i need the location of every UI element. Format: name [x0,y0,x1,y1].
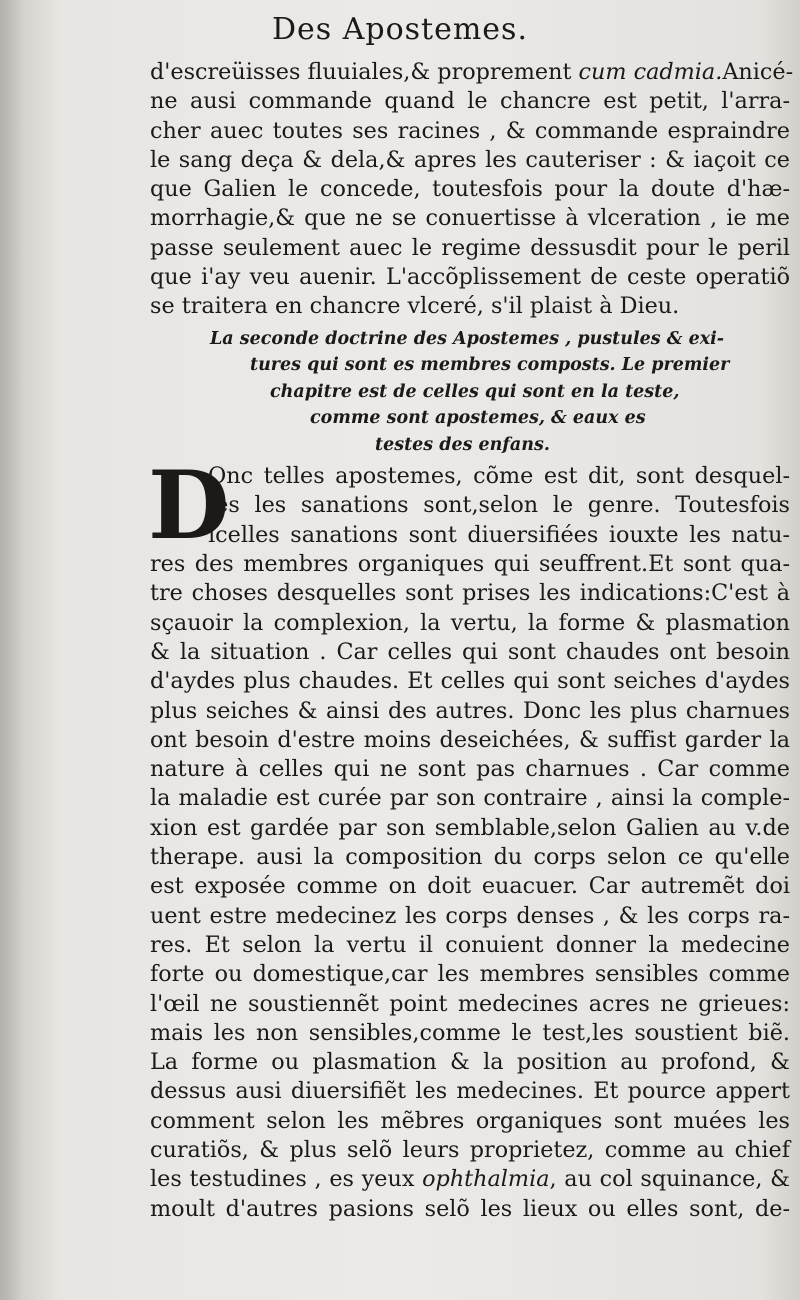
text-line: nature à celles qui ne sont pas charnues . Car comme [150,756,790,783]
text-line: plus seiches & ainsi des autres. Donc les plus charnues [150,697,790,724]
paragraph-opening [148,451,790,562]
text-line: le sang deça & dela,& apres les cauteriser : & iaçoit ce [150,146,790,173]
text-line: uent estre medecinez les corps denses , & les corps ra- [150,902,790,929]
text-line: cher auec toutes ses racines , & commande espraindre [150,117,790,144]
page-shadow [0,0,22,1300]
text-line: res. Et selon la vertu il conuient donner la medecine [150,931,790,958]
text-line: & la situation . Car celles qui sont chaudes ont besoin [150,638,790,665]
running-head: Des Apostemes. [271,12,528,47]
text-line: d'escreüisses fluuiales,& proprement cum cadmia.Anicé- [150,59,794,85]
text-line: est exposée comme on doit euacuer. Car autremẽt doi [150,873,790,900]
text-line: moult d'autres pasions selõ les lieux ou elles sont, de- [150,1195,790,1222]
text-line: passe seulement auec le regime dessusdit pour le peril [150,234,790,261]
text-line: La forme ou plasmation & la position au profond, & [150,1049,790,1076]
text-line: xion est gardée par son semblable,selon Galien au v.de [150,814,790,841]
text-line: la maladie est curée par son contraire , ainsi la comple- [150,785,790,812]
text-line: therape. ausi la composition du corps selon ce qu'elle [150,844,790,871]
chapter-heading [150,326,790,459]
text-line: d'aydes plus chaudes. Et celles qui sont seiches d'aydes [150,668,790,695]
text-line: ne ausi commande quand le chancre est petit, l'arra- [150,88,790,115]
chapter-heading-line: testes des enfans. [375,434,550,455]
text-line: dessus ausi diuersifiẽt les medecines. Et pource appert [150,1078,790,1105]
text-line: mais les non sensibles,comme le test,les soustient biẽ. [150,1019,790,1046]
latin-term: ophthalmia [422,1166,550,1193]
text-line: sçauoir la complexion, la vertu, la forme & plasmation [150,609,790,636]
text-line: icelles sanations sont diuersifiées iouxte les natu- [208,521,790,548]
chapter-heading-line: tures qui sont es membres composts. Le premier [250,355,730,376]
text-line: les testudines , es yeux ophthalmia, au col squinance, & [150,1166,790,1193]
text-block [148,58,794,1224]
text-line: l'œil ne soustiennẽt point medecines acres ne grieues: [150,990,790,1017]
text-line: que i'ay veu auenir. L'accõplissement de ceste operatiõ [150,264,790,291]
chapter-heading-line: comme sont apostemes, & eaux es [310,408,646,429]
text-line: comment selon les mẽbres organiques sont muées les [150,1107,790,1134]
chapter-heading-line: La seconde doctrine des Apostemes , pustules & exi- [210,328,725,349]
drop-cap: D [148,451,230,562]
text-line: les les sanations sont,selon le genre. Toutesfois [208,492,790,519]
text-line: que Galien le concede, toutesfois pour la doute d'hæ- [150,176,790,203]
text-line: curatiõs, & plus selõ leurs proprietez, comme au chief [150,1137,790,1163]
text-line: ont besoin d'estre moins deseichées, & suffist garder la [150,726,790,753]
chapter-heading-line: chapitre est de celles qui sont en la teste, [270,381,680,402]
latin-phrase: cum cadmia. [578,59,723,85]
text-line: se traitera en chancre vlceré, s'il plaist à Dieu. [150,293,680,320]
text-line: res des membres organiques qui seuffrent.Et sont qua- [150,551,790,578]
text-line: Onc telles apostemes, cõme est dit, sont desquel- [208,463,790,490]
text-line: morrhagie,& que ne se conuertisse à vlceration , ie me [150,205,790,232]
text-line: tre choses desquelles sont prises les indications:C'est à [150,580,790,607]
text-line: forte ou domestique,car les membres sensibles comme [150,961,790,988]
